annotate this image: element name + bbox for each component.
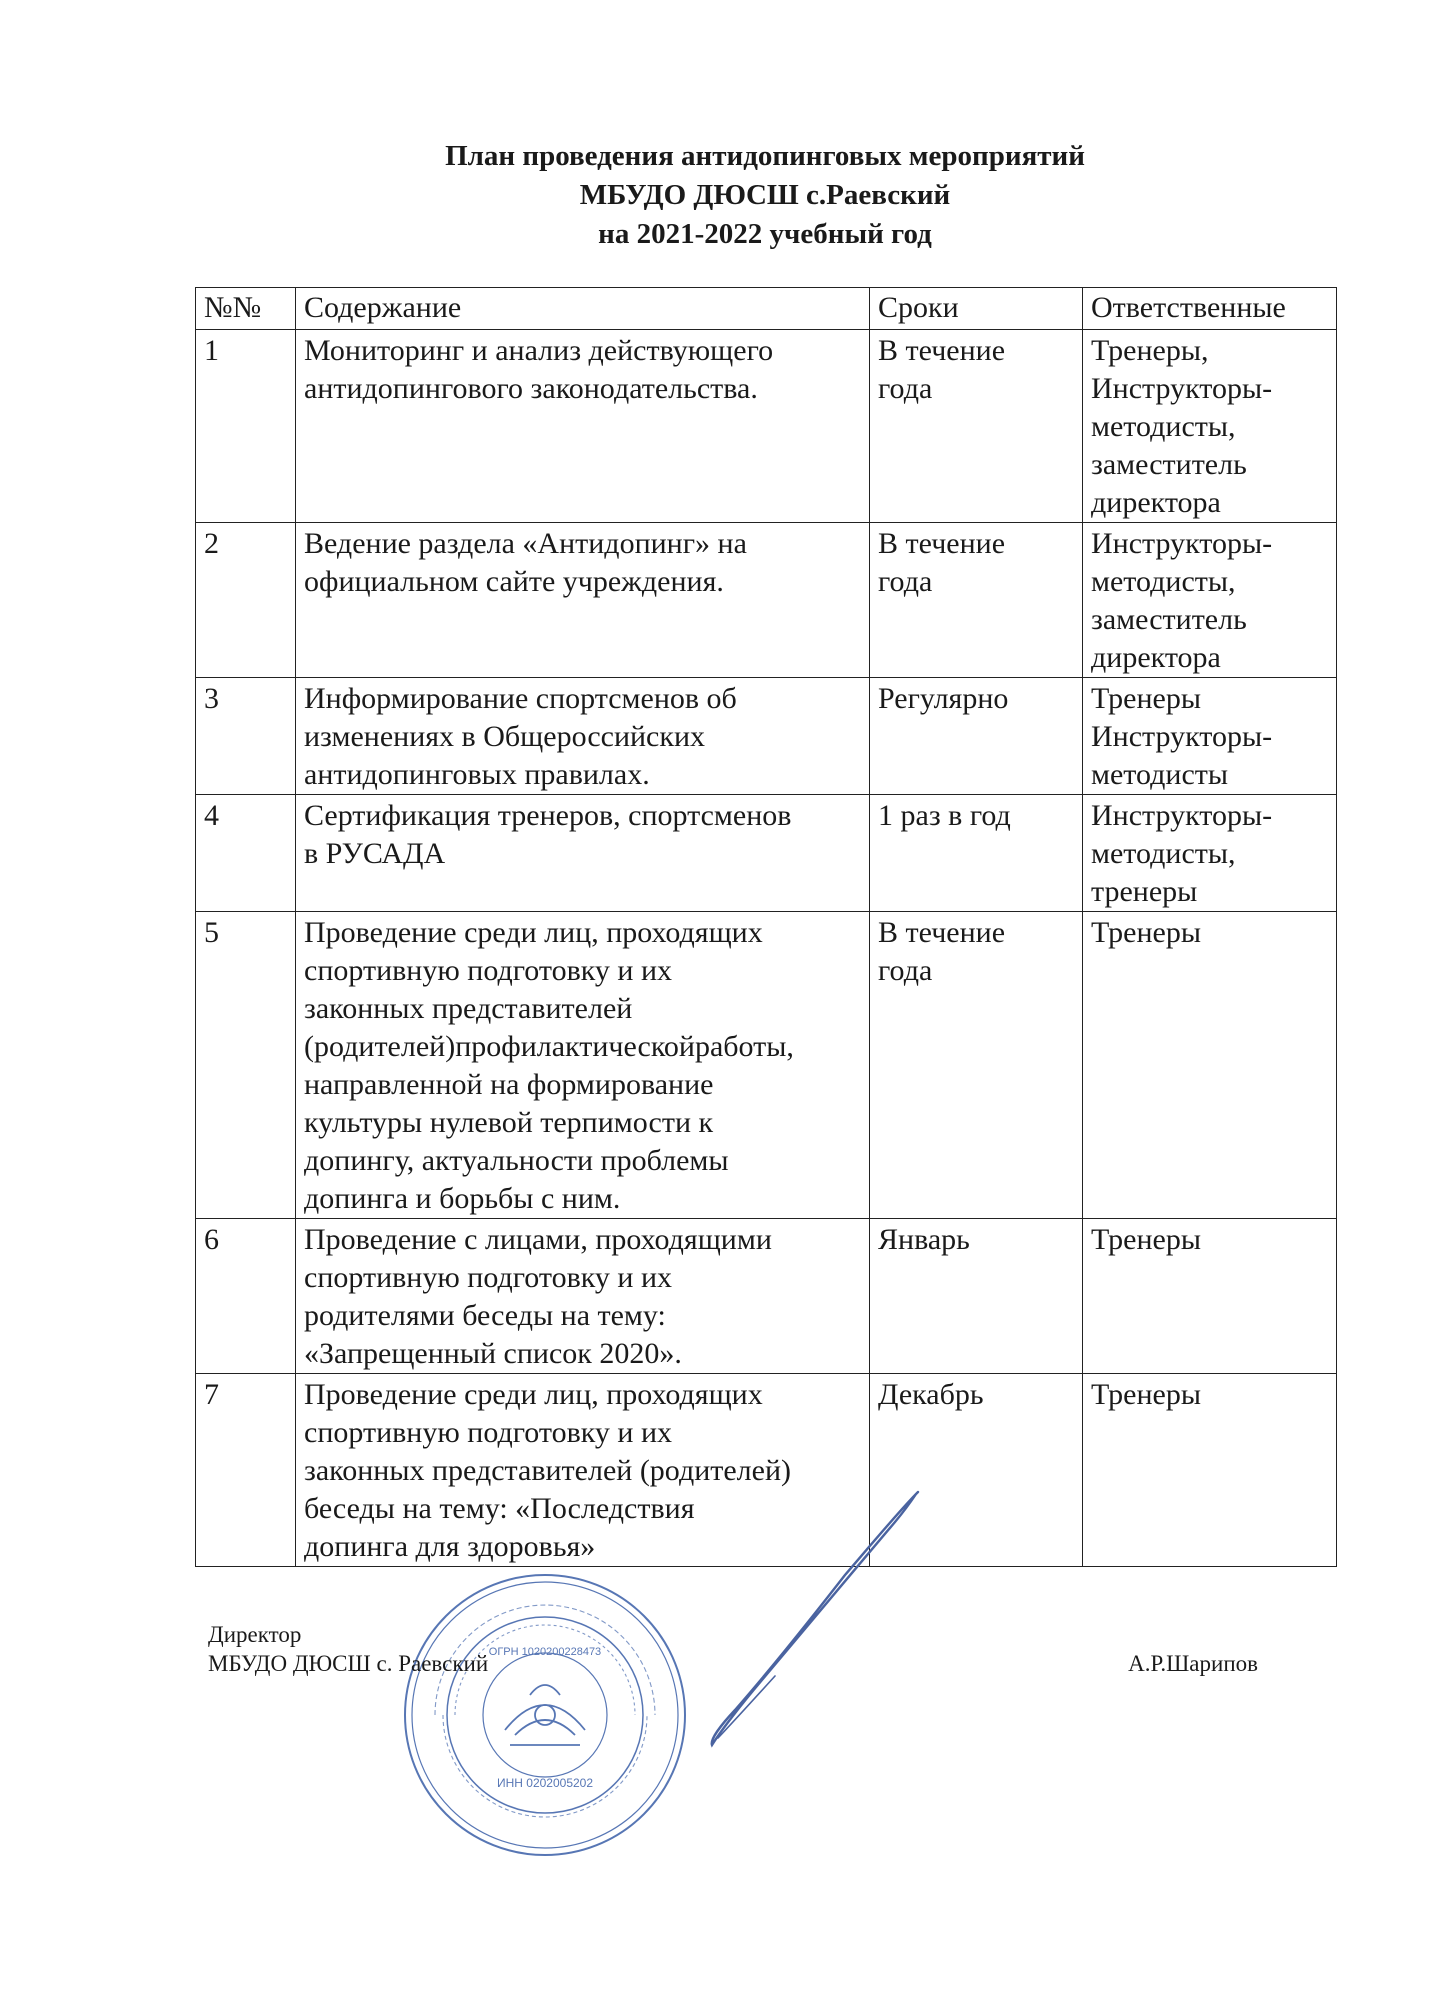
table-row <box>196 523 1337 678</box>
row-content: Проведение среди лиц, проходящих спортивную подготовку и их законных представителей (родителей)профилактическойработы, направленной на формирование культуры нулевой терпимости к допингу, актуальности проблемы допинга и борьбы с ним. <box>296 912 870 1219</box>
table-row <box>196 912 1337 1219</box>
row-number: 7 <box>196 1374 296 1567</box>
row-responsible: Инструкторы- методисты, тренеры <box>1083 795 1337 912</box>
table-header-row <box>196 288 1337 330</box>
title-line-1: План проведения антидопинговых мероприятий <box>445 140 1085 172</box>
row-content: Сертификация тренеров, спортсменов в РУСАДА <box>296 795 870 912</box>
row-number: 3 <box>196 678 296 795</box>
title-line-2: МБУДО ДЮСШ с.Раевский <box>579 179 951 211</box>
row-responsible: Инструкторы- методисты, заместитель директора <box>1083 523 1337 678</box>
row-content: Проведение с лицами, проходящими спортивную подготовку и их родителями беседы на тему: «Запрещенный список 2020». <box>296 1219 870 1374</box>
row-number: 6 <box>196 1219 296 1374</box>
table-row <box>196 1219 1337 1374</box>
row-content: Мониторинг и анализ действующего антидопингового законодательства. <box>296 330 870 523</box>
document-title <box>195 137 1335 254</box>
title-line-3: на 2021-2022 учебный год <box>598 218 932 250</box>
header-responsible: Ответственные <box>1083 288 1337 330</box>
row-number: 1 <box>196 330 296 523</box>
signature-block <box>208 1620 1258 1678</box>
row-content: Ведение раздела «Антидопинг» на официальном сайте учреждения. <box>296 523 870 678</box>
row-number: 5 <box>196 912 296 1219</box>
table-row <box>196 330 1337 523</box>
header-content: Содержание <box>296 288 870 330</box>
row-number: 2 <box>196 523 296 678</box>
row-term: Январь <box>870 1219 1083 1374</box>
stamp-inn: ИНН 0202005202 <box>496 1776 594 1790</box>
row-term: В течение года <box>870 330 1083 523</box>
row-content: Проведение среди лиц, проходящих спортивную подготовку и их законных представителей (родителей) беседы на тему: «Последствия допинга для здоровья» <box>296 1374 870 1567</box>
row-responsible: Тренеры Инструкторы- методисты <box>1083 678 1337 795</box>
row-term: Декабрь <box>870 1374 1083 1567</box>
row-term: Регулярно <box>870 678 1083 795</box>
stamp-ogrn: ОГРН 1020200228473 <box>488 1646 602 1658</box>
table-row <box>196 795 1337 912</box>
row-responsible: Тренеры <box>1083 1219 1337 1374</box>
row-responsible: Тренеры <box>1083 912 1337 1219</box>
row-term: В течение года <box>870 912 1083 1219</box>
plan-table <box>195 287 1337 1567</box>
table-row <box>196 678 1337 795</box>
header-term: Сроки <box>870 288 1083 330</box>
row-term: В течение года <box>870 523 1083 678</box>
row-content: Информирование спортсменов об изменениях в Общероссийских антидопинговых правилах. <box>296 678 870 795</box>
signatory-name: А.Р.Шарипов <box>1128 1651 1258 1676</box>
signatory-organization: МБУДО ДЮСШ с. Раевский <box>208 1651 489 1676</box>
header-number: №№ <box>196 288 296 330</box>
row-term: 1 раз в год <box>870 795 1083 912</box>
row-number: 4 <box>196 795 296 912</box>
row-responsible: Тренеры <box>1083 1374 1337 1567</box>
stamp-emblem-icon <box>505 1685 585 1745</box>
signatory-role: Директор <box>208 1622 302 1647</box>
row-responsible: Тренеры, Инструкторы- методисты, заместитель директора <box>1083 330 1337 523</box>
